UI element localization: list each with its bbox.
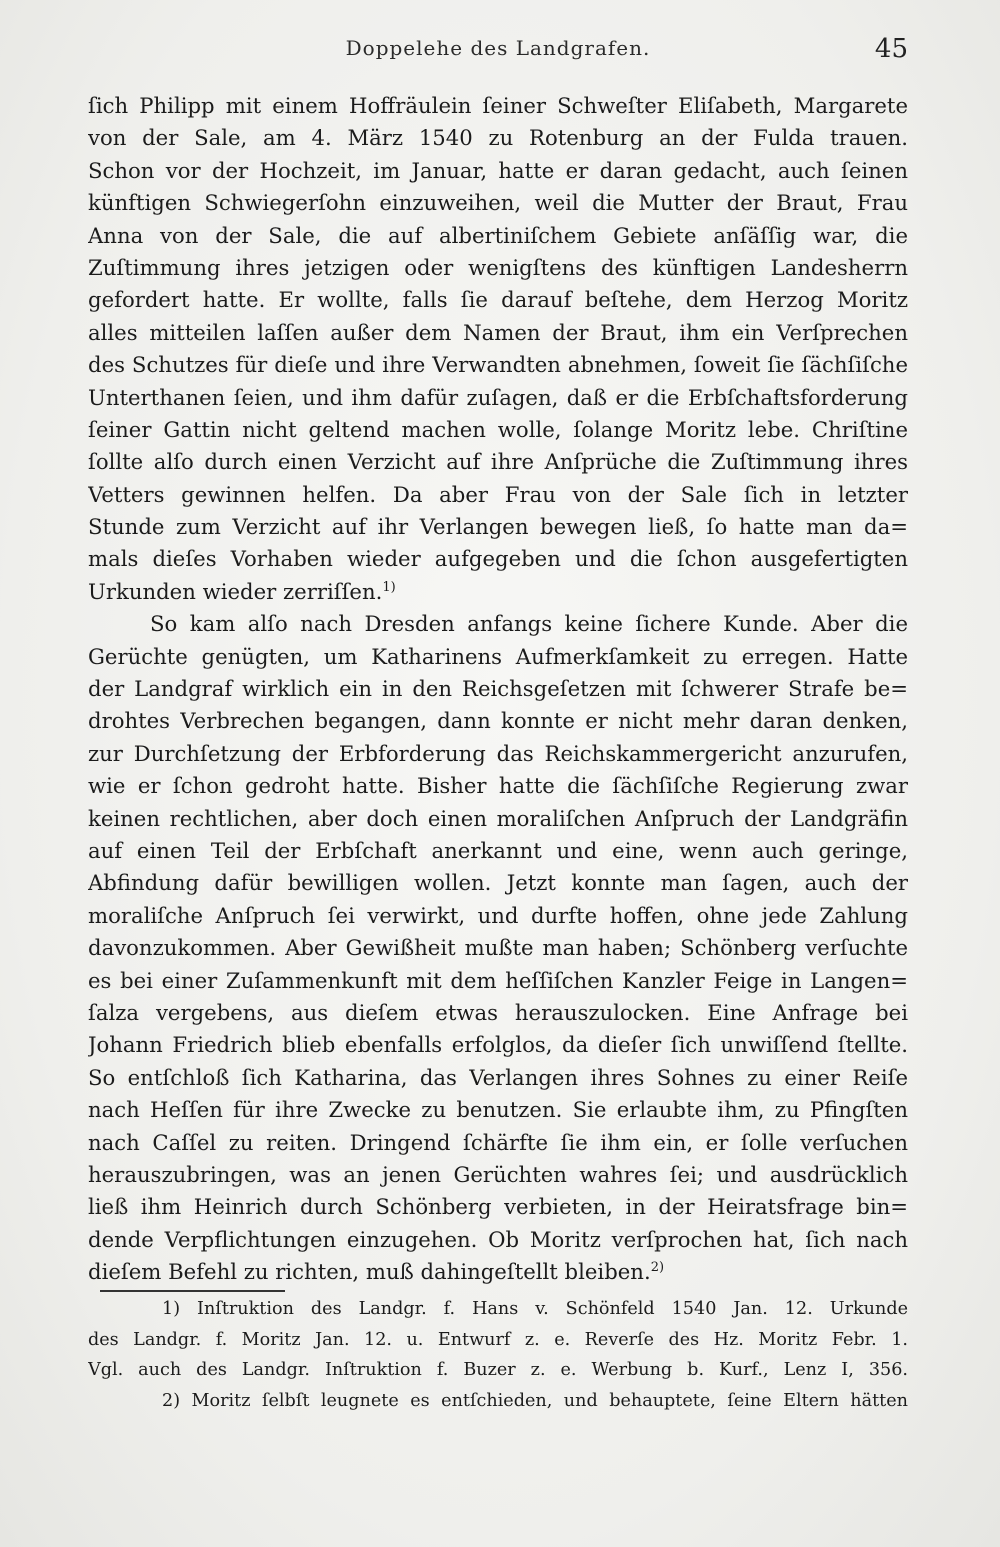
footnote-reference: 1) <box>382 579 396 595</box>
text-line: wie er ſchon gedroht hatte. Bisher hatte die ſächſiſche Regierung zwar <box>88 773 908 799</box>
text-line: Abfindung dafür bewilligen wollen. Jetzt konnte man ſagen, auch der <box>88 870 908 896</box>
text-line: es bei einer Zuſammenkunft mit dem heſſiſchen Kanzler Feige in Langen= <box>88 967 908 993</box>
text-line: ließ ihm Heinrich durch Schönberg verbieten, in der Heiratsfrage bin= <box>88 1194 908 1220</box>
running-title: Doppelehe des Landgrafen. <box>345 36 651 60</box>
text-line: ſich Philipp mit einem Hoffräulein ſeiner Schweſter Eliſabeth, Margarete <box>88 93 908 118</box>
text-line: Vetters gewinnen helfen. Da aber Frau von der Sale ſich in letzter <box>88 481 908 507</box>
text-line <box>88 1256 908 1288</box>
text-line: zur Durchſetzung der Erbforderung das Reichskammergericht anzurufen, <box>88 740 908 766</box>
text-line: der Landgraf wirklich ein in den Reichsgeſetzen mit ſchwerer Strafe be= <box>88 676 908 702</box>
paragraph-start-line: So kam alſo nach Dresden anfangs keine ſichere Kunde. Aber die <box>150 611 908 637</box>
text-line: davonzukommen. Aber Gewißheit mußte man haben; Schönberg verſuchte <box>88 935 908 961</box>
text-line: nach Heſſen für ihre Zwecke zu benutzen. Sie erlaubte ihm, zu Pfingſten <box>88 1097 908 1123</box>
text-line: keinen rechtlichen, aber doch einen moraliſchen Anſpruch der Landgräfin <box>88 805 908 831</box>
text-line: ſeiner Gattin nicht geltend machen wolle, ſolange Moritz lebe. Chriſtine <box>88 416 908 442</box>
body-text <box>88 90 908 1288</box>
footnote-line: 1) Inſtruktion des Landgr. f. Hans v. Schönfeld 1540 Jan. 12. Urkunde <box>162 1299 908 1319</box>
footnote-line: Vgl. auch des Landgr. Inſtruktion f. Buzer z. e. Werbung b. Kurf., Lenz I, 356. <box>88 1360 908 1380</box>
page-number: 45 <box>874 34 908 64</box>
text-line: moraliſche Anſpruch ſei verwirkt, und durfte hoffen, ohne jede Zahlung <box>88 902 908 928</box>
text-line: künftigen Schwiegerſohn einzuweihen, weil die Mutter der Braut, Frau <box>88 190 908 216</box>
text-line-content: dieſem Befehl zu richten, muß dahingeſtellt bleiben. <box>88 1259 651 1285</box>
text-line-content: Urkunden wieder zerriſſen. <box>88 578 383 604</box>
text-line <box>88 576 908 608</box>
footnote-line: 2) Moritz ſelbſt leugnete es entſchieden, und behauptete, ſeine Eltern hätten <box>162 1390 908 1411</box>
footnote-reference: 2) <box>650 1260 665 1275</box>
text-line: drohtes Verbrechen begangen, dann konnte er nicht mehr daran denken, <box>88 708 908 734</box>
text-line: Johann Friedrich blieb ebenfalls erfolglos, da dieſer ſich unwiſſend ſtellte. <box>88 1032 908 1058</box>
text-line: nach Caſſel zu reiten. Dringend ſchärfte ſie ihm ein, er ſolle verſuchen <box>88 1129 908 1155</box>
text-line: Unterthanen ſeien, und ihm dafür zuſagen, daß er die Erbſchaftsforderung <box>88 384 908 410</box>
text-line: auf einen Teil der Erbſchaft anerkannt und eine, wenn auch geringe, <box>88 837 908 863</box>
text-line: Anna von der Sale, die auf albertiniſchem Gebiete anſäſſig war, die <box>88 222 908 248</box>
text-line: dende Verpflichtungen einzugehen. Ob Moritz verſprochen hat, ſich nach <box>88 1226 908 1252</box>
text-line: von der Sale, am 4. März 1540 zu Rotenburg an der Fulda trauen. <box>88 125 908 151</box>
text-line: Zuſtimmung ihres jetzigen oder wenigſtens des künftigen Landesherrn <box>88 254 908 280</box>
text-line: So entſchloß ſich Katharina, das Verlangen ihres Sohnes zu einer Reiſe <box>88 1064 908 1090</box>
text-line: herauszubringen, was an jenen Gerüchten wahres ſei; und ausdrücklich <box>88 1161 908 1187</box>
text-line: mals dieſes Vorhaben wieder aufgegeben und die ſchon ausgefertigten <box>88 546 908 572</box>
text-line: ſollte alſo durch einen Verzicht auf ihre Anſprüche die Zuſtimmung ihres <box>88 449 908 475</box>
text-line: Schon vor der Hochzeit, im Januar, hatte er daran gedacht, auch ſeinen <box>88 157 908 183</box>
footnote-line: des Landgr. f. Moritz Jan. 12. u. Entwurf z. e. Reverſe des Hz. Moritz Febr. 1. <box>88 1329 908 1350</box>
page-header <box>88 34 908 70</box>
footnote-rule <box>100 1290 285 1292</box>
text-line: alles mitteilen laſſen außer dem Namen der Braut, ihm ein Verſprechen <box>88 319 908 345</box>
text-line: Stunde zum Verzicht auf ihr Verlangen bewegen ließ, ſo hatte man da= <box>88 514 908 540</box>
text-line: Gerüchte genügten, um Katharinens Aufmerkſamkeit zu erregen. Hatte <box>88 643 908 669</box>
footnotes <box>88 1294 908 1416</box>
text-line: ſalza vergebens, aus dieſem etwas herauszulocken. Eine Anfrage bei <box>88 999 908 1025</box>
text-line: des Schutzes für dieſe und ihre Verwandten abnehmen, ſoweit ſie ſächſiſche <box>88 352 908 378</box>
text-line: gefordert hatte. Er wollte, falls ſie darauf beſtehe, dem Herzog Moritz <box>88 287 908 313</box>
